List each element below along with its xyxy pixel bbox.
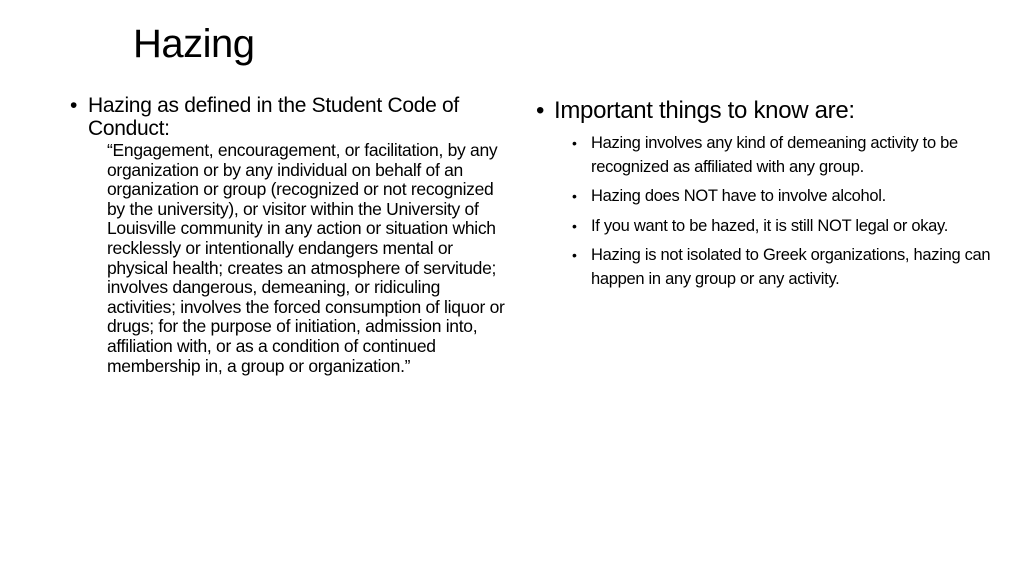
bullet-dot-icon: • [536, 97, 545, 124]
bullet-dot-icon: • [70, 94, 78, 117]
left-bullet-heading: Hazing as defined in the Student Code of Conduct: [88, 94, 459, 140]
list-item [572, 185, 991, 209]
bullet-dot-icon: • [572, 135, 577, 151]
list-item [572, 132, 991, 179]
left-bullet [70, 94, 510, 140]
right-column [536, 96, 991, 297]
important-things-list [572, 132, 991, 291]
right-bullet-heading: Important things to know are: [554, 97, 855, 124]
bullet-dot-icon: • [572, 247, 577, 263]
list-item-text: Hazing involves any kind of demeaning activity to be recognized as affiliated with any group. [591, 134, 958, 176]
list-item [572, 215, 991, 239]
right-bullet [536, 96, 986, 126]
list-item [572, 244, 991, 291]
list-item-text: If you want to be hazed, it is still NOT legal or okay. [591, 216, 949, 235]
list-item-text: Hazing does NOT have to involve alcohol. [591, 187, 886, 205]
bullet-dot-icon: • [572, 217, 577, 234]
slide-title: Hazing [133, 22, 255, 66]
bullet-dot-icon: • [572, 188, 577, 204]
left-column [70, 94, 510, 376]
code-of-conduct-quote: “Engagement, encouragement, or facilitation, by any organization or by any individual on behalf of an organization or group (recognized or not recognized by the university), or visitor within the University of Louisville community in any action or situation which recklessly or intentionally endangers mental or physical health; creates an atmosphere of servitude; involves dangerous, demeaning, or ridiculing activities; involves the forced consumption of liquor or drugs; for the purpose of initiation, admission into, affiliation with, or as a condition of continued membership in, a group or organization.” [107, 140, 505, 376]
list-item-text: Hazing is not isolated to Greek organizations, hazing can happen in any group or any activity. [591, 246, 991, 288]
